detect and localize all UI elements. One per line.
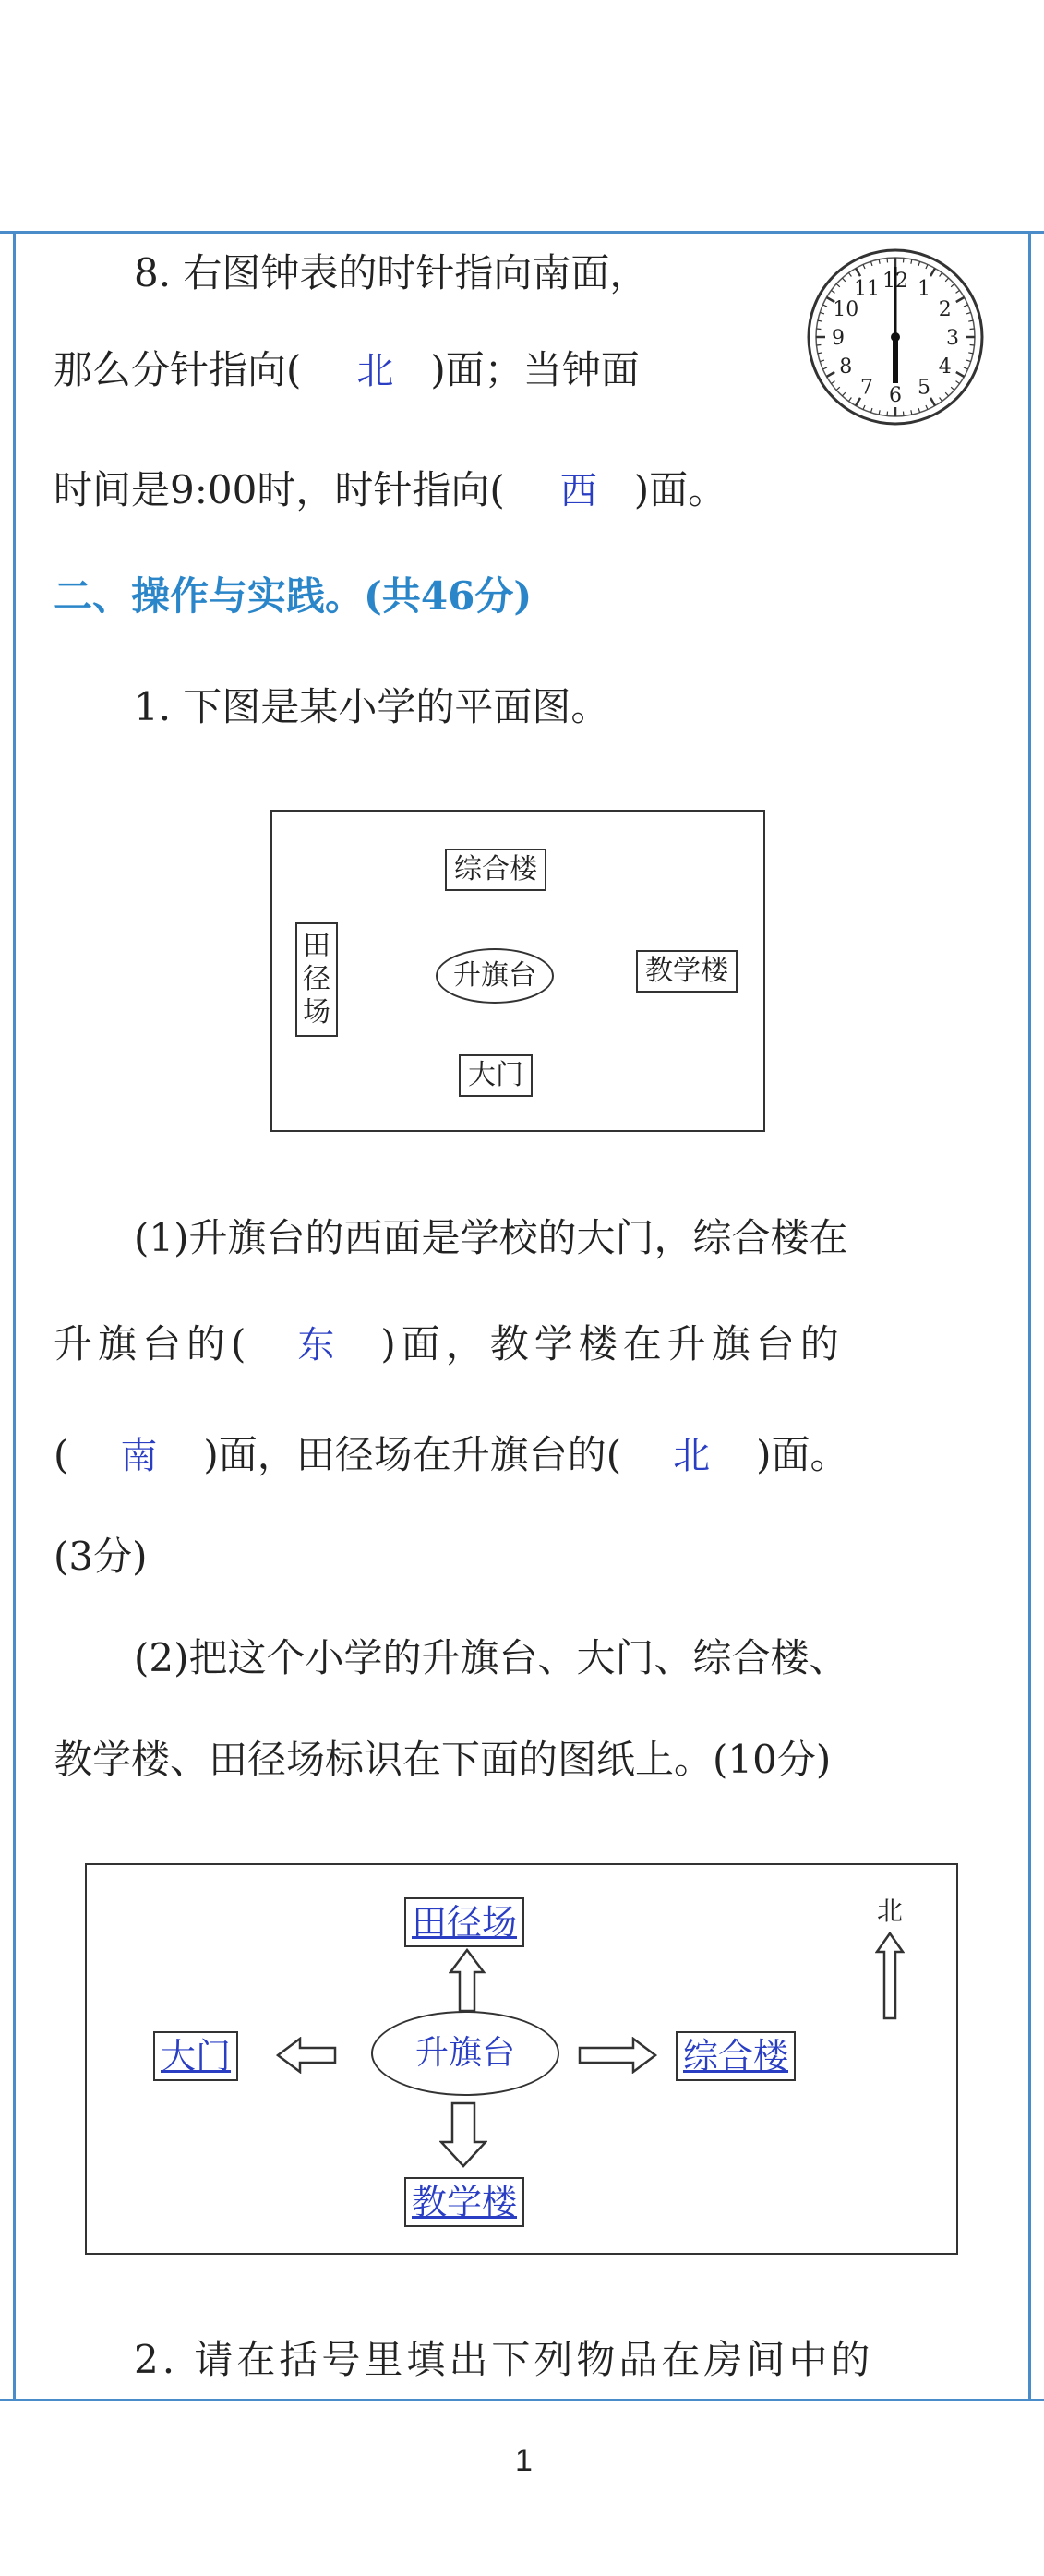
map2-label-shengqi-text: 升旗台 [414, 2034, 515, 2072]
clock-numeral: 10 [833, 298, 859, 321]
clock-tick [970, 329, 975, 330]
map2-label-shengqi [371, 2011, 559, 2096]
frame-top-line [0, 231, 1044, 234]
q8-line2-post: )面；当钟面 [430, 347, 640, 392]
q8-line2-pre: 那么分针指向( [54, 347, 302, 392]
p1-sub1-line2-post: )面，教学楼在升旗台的 [380, 1321, 845, 1366]
clock-tick [887, 412, 888, 416]
clock-numeral: 11 [854, 277, 880, 301]
arrow-up-icon [449, 1948, 486, 2013]
p1-sub1-score: (3分) [54, 1534, 148, 1579]
clock-numeral: 6 [889, 384, 902, 407]
p1-sub1-line3 [54, 1432, 849, 1477]
clock-numeral: 4 [938, 355, 952, 379]
p1-sub1-line2-pre: 升旗台的( [54, 1321, 252, 1366]
clock-numeral: 2 [938, 298, 952, 321]
school-plan-map [270, 810, 765, 1132]
page-number: 1 [515, 2443, 533, 2478]
p1-sub1-line3-pre: ( [54, 1432, 69, 1477]
clock-numeral: 1 [918, 277, 930, 301]
section2-heading: 二、操作与实践。(共46分) [54, 573, 533, 619]
map2-label-zonghe: 综合楼 [676, 2031, 796, 2081]
map2-label-tianjing: 田径场 [404, 1897, 524, 1947]
clock-tick [816, 344, 821, 345]
q8-line3-post: )面。 [633, 467, 727, 512]
clock-numeral: 8 [839, 355, 853, 379]
north-label: 北 [877, 1896, 904, 1926]
p1-sub2-line1: (2)把这个小学的升旗台、大门、综合楼、 [134, 1635, 848, 1680]
q8-line3 [54, 467, 727, 512]
p1-sub2-line2: 教学楼、田径场标识在下面的图纸上。(10分) [54, 1737, 832, 1782]
clock-tick [903, 258, 904, 262]
arrow-right-icon [578, 2037, 657, 2074]
q8-line3-pre: 时间是9:00时，时针指向( [54, 467, 505, 512]
p1-intro: 1. 下图是某小学的平面图。 [134, 684, 610, 729]
map1-label-jiaoxue: 教学楼 [636, 950, 738, 993]
map1-label-shengqi-text: 升旗台 [453, 959, 536, 992]
answer-map [85, 1863, 958, 2255]
frame-right-line [1028, 231, 1031, 2401]
q8-answer-north: 北 [356, 350, 394, 392]
q8-answer-west: 西 [559, 470, 597, 512]
p1-answer-south: 南 [120, 1435, 158, 1477]
q8-line1: 8. 右图钟表的时针指向南面， [134, 250, 649, 295]
p1-sub1-line3-post: )面。 [756, 1432, 849, 1477]
map1-label-shengqi [436, 948, 554, 1004]
map1-label-damen: 大门 [459, 1054, 533, 1097]
frame-bottom-line [0, 2399, 1044, 2401]
map2-label-jiaoxue: 教学楼 [404, 2177, 524, 2227]
arrow-down-icon [439, 2101, 487, 2168]
map1-label-zonghe: 综合楼 [445, 849, 546, 891]
q8-line2 [54, 347, 640, 392]
clock-numeral: 9 [832, 327, 845, 350]
clock-numeral: 3 [946, 327, 959, 350]
arrow-left-icon [276, 2037, 337, 2074]
clock-numeral: 7 [860, 376, 873, 400]
clock-tick [903, 412, 904, 416]
clock-tick [816, 329, 821, 330]
p1-sub1-line1: (1)升旗台的西面是学校的大门，综合楼在 [134, 1215, 848, 1260]
map2-label-damen: 大门 [153, 2031, 238, 2081]
p1-answer-east: 东 [297, 1324, 341, 1366]
clock-tick [970, 344, 975, 345]
frame-left-line [13, 231, 16, 2401]
p1-answer-north: 北 [673, 1435, 711, 1477]
p1-sub1-line3-mid: )面，田径场在升旗台的( [203, 1432, 622, 1477]
clock-numeral: 5 [918, 376, 930, 400]
clock-tick [887, 258, 888, 262]
map1-label-tianjing: 田径场 [295, 922, 338, 1037]
p1-sub1-line2 [54, 1321, 845, 1366]
clock-icon [803, 245, 988, 429]
clock-numeral: 12 [882, 270, 908, 293]
north-arrow-icon [875, 1932, 905, 2020]
p2-line1: 2. 请在括号里填出下列物品在房间中的 [134, 2337, 874, 2382]
